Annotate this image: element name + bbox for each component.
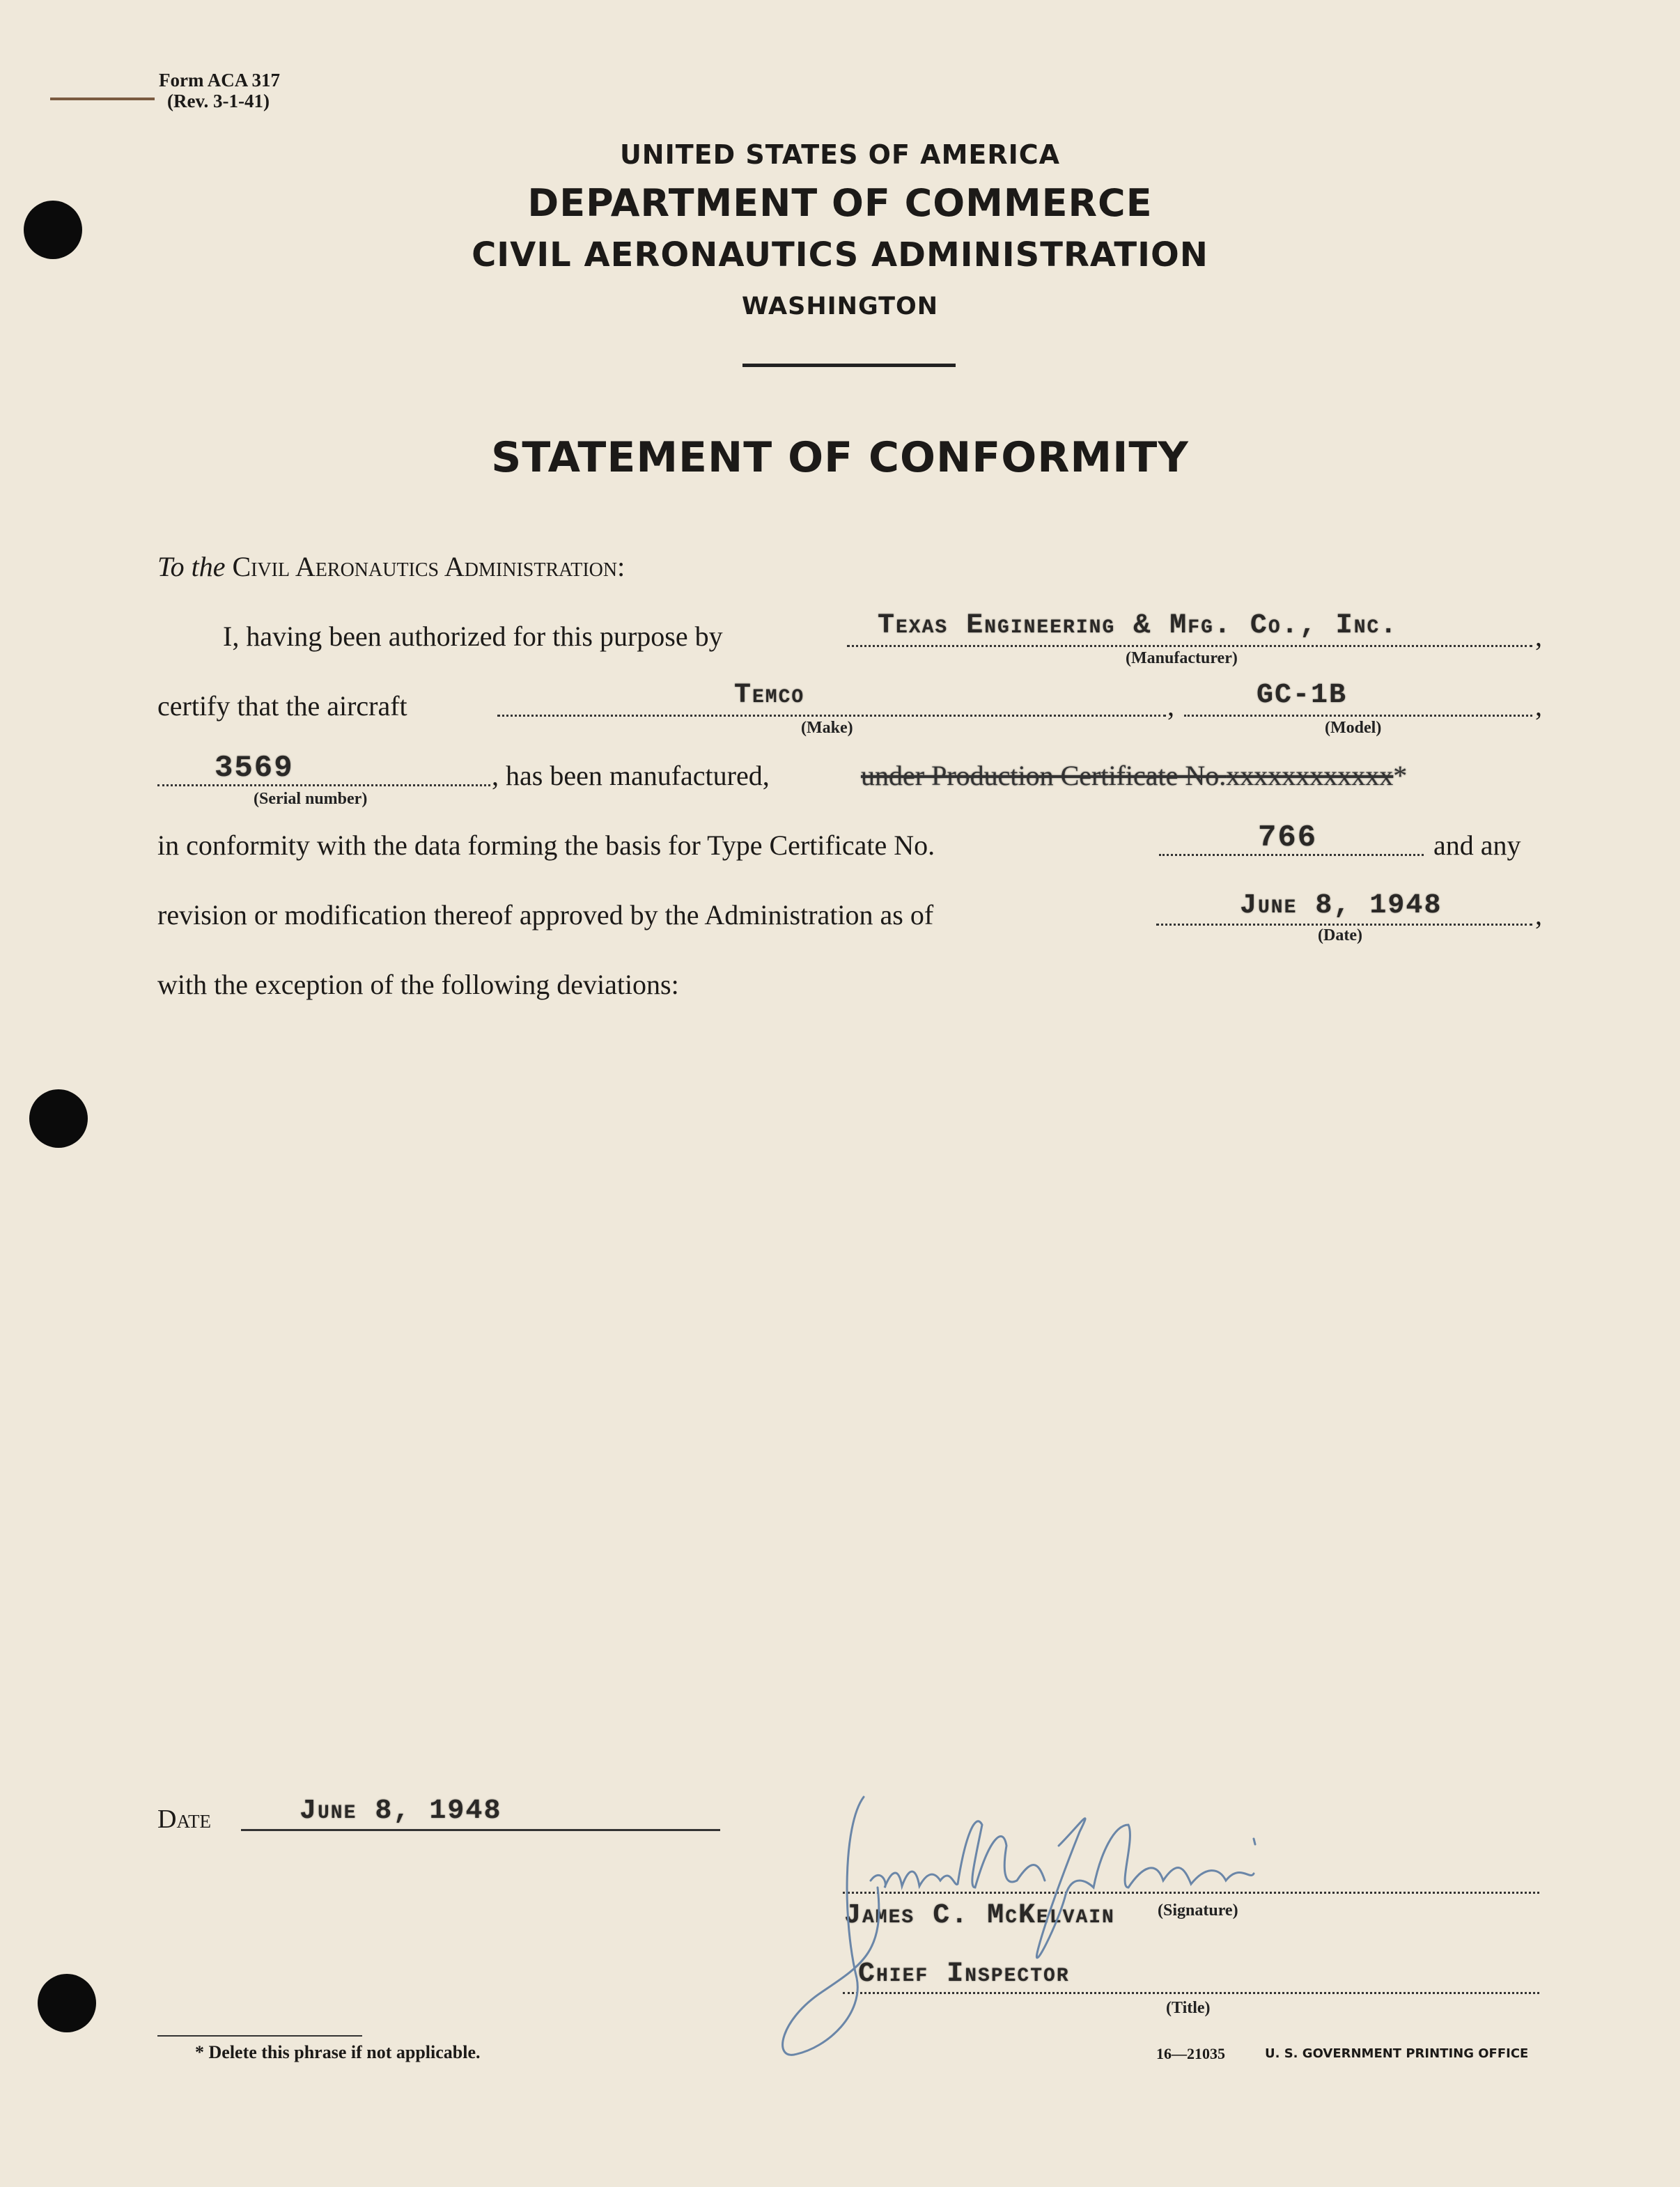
serial-value: 3569 [215, 751, 294, 786]
as-of-date-value: June 8, 1948 [1240, 890, 1442, 921]
printer-office: U. S. GOVERNMENT PRINTING OFFICE [1265, 2046, 1529, 2061]
comma: , [1535, 690, 1542, 722]
punch-hole [38, 1974, 96, 2032]
comma: , [1167, 690, 1174, 722]
statement-line-4: in conformity with the data forming the basis for Type Certificate No. [157, 830, 935, 861]
footnote: * Delete this phrase if not applicable. [195, 2042, 481, 2062]
model-value: GC-1B [1257, 680, 1348, 711]
header-city: WASHINGTON [742, 293, 938, 320]
signature-caption: (Signature) [1158, 1901, 1238, 1920]
model-field-line [1184, 715, 1532, 717]
statement-line-6: with the exception of the following deviations: [157, 969, 679, 1000]
asterisk: * [1393, 760, 1408, 791]
form-number: Form ACA 317 [159, 70, 280, 91]
header-agency: CIVIL AERONAUTICS ADMINISTRATION [472, 235, 1208, 274]
header-department: DEPARTMENT OF COMMERCE [527, 181, 1153, 225]
signer-name: James C. McKelvain [844, 1900, 1115, 1931]
printer-code: 16—21035 [1156, 2045, 1225, 2062]
model-caption: (Model) [1325, 719, 1382, 737]
serial-caption: (Serial number) [254, 790, 368, 808]
serial-field-line [157, 784, 490, 786]
manufacturer-field-line [847, 645, 1532, 647]
struck-number: xxxxxxxxxxxx [1226, 760, 1394, 791]
comma: , [1535, 899, 1542, 931]
page-title: STATEMENT OF CONFORMITY [491, 433, 1189, 482]
addressee-name: Civil Aeronautics Administration: [232, 551, 625, 582]
header-rule [742, 364, 956, 367]
statement-line-1: I, having been authorized for this purpose by [223, 621, 723, 652]
struck-phrase: under Production Certificate No. [861, 760, 1227, 791]
production-certificate-struck [861, 759, 1407, 792]
form-revision: (Rev. 3-1-41) [167, 91, 270, 111]
make-caption: (Make) [801, 719, 853, 737]
make-value: Temco [734, 680, 805, 711]
signer-title: Chief Inspector [858, 1959, 1070, 1990]
manufacturer-caption: (Manufacturer) [1126, 649, 1238, 667]
handwritten-signature [766, 1783, 1435, 2062]
footnote-rule [157, 2035, 362, 2037]
title-caption: (Title) [1166, 1999, 1211, 2017]
manufacturer-value: Texas Engineering & Mfg. Co., Inc. [878, 610, 1399, 641]
header-country: UNITED STATES OF AMERICA [619, 139, 1061, 170]
type-certificate-value: 766 [1258, 820, 1318, 855]
punch-hole [29, 1089, 88, 1148]
form-dash-mark [50, 98, 155, 100]
addressee [157, 550, 625, 583]
statement-line-4-end: and any [1433, 830, 1521, 861]
date-field-line [241, 1829, 720, 1831]
addressee-prefix: To the [157, 551, 226, 582]
as-of-date-field-line [1156, 924, 1532, 926]
comma: , [1535, 621, 1542, 652]
date-caption: (Date) [1318, 926, 1362, 944]
statement-line-3: , has been manufactured, [492, 760, 770, 791]
statement-line-2: certify that the aircraft [157, 690, 407, 722]
make-field-line [497, 715, 1166, 717]
statement-line-5: revision or modification thereof approved by the Administration as of [157, 899, 934, 931]
date-value: June 8, 1948 [300, 1796, 502, 1827]
date-label: Date [157, 1805, 211, 1834]
